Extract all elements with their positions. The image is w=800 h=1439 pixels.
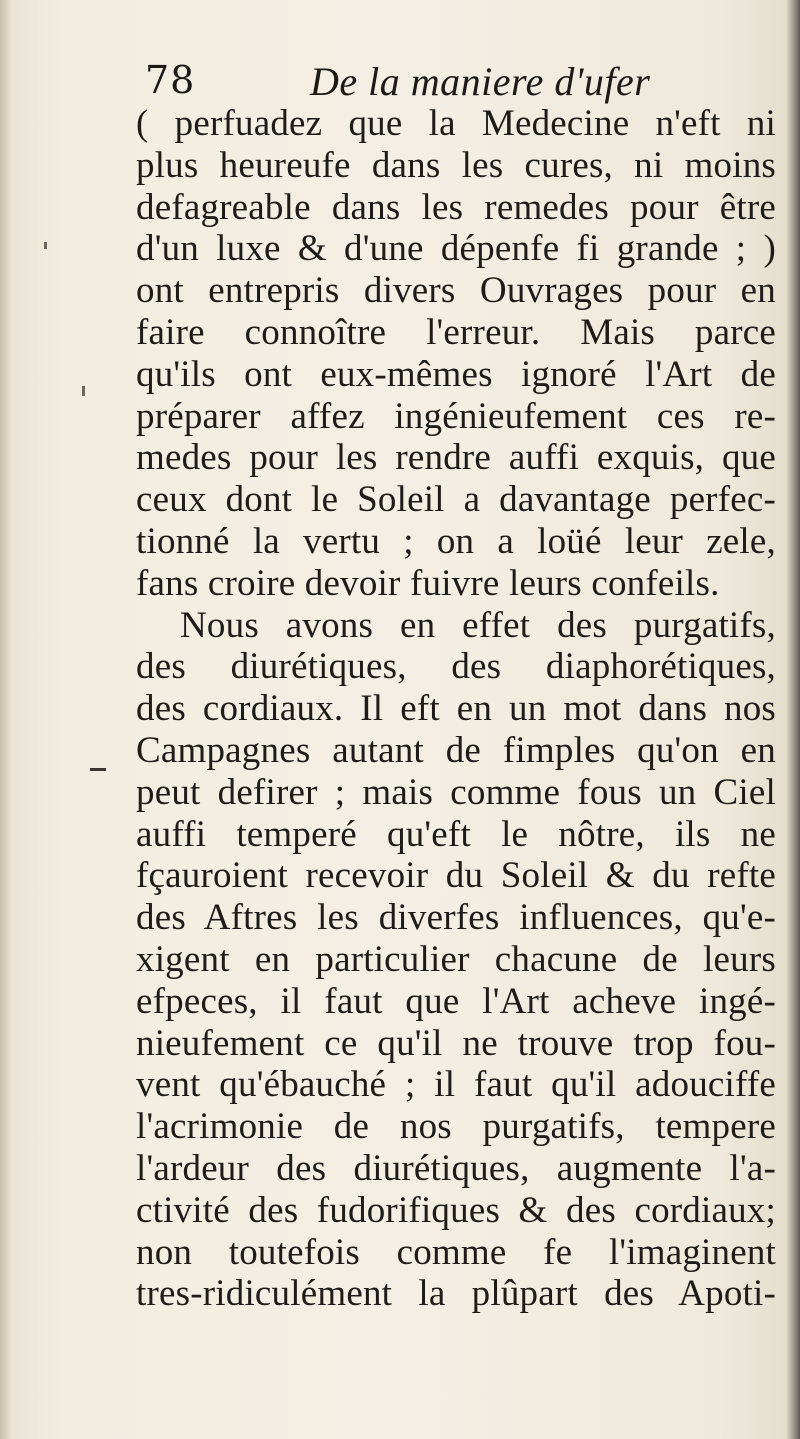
text-line: non toutefois comme fe l'imaginent (136, 1231, 776, 1273)
text-line: l'ardeur des diurétiques, augmente l'a- (136, 1147, 776, 1189)
page-header (145, 58, 765, 108)
text-line: ctivité des fudorifiques & des cordiaux; (136, 1189, 776, 1231)
text-line: peut defirer ; mais comme fous un Ciel (136, 771, 776, 813)
page-edge-shadow (0, 0, 12, 1439)
text-line: auffi temperé qu'eft le nôtre, ils ne (136, 813, 776, 855)
body-text (136, 103, 776, 1315)
text-line: vent qu'ébauché ; il faut qu'il adouciffe (136, 1064, 776, 1106)
text-line: l'acrimonie de nos purgatifs, tempere (136, 1106, 776, 1148)
text-line: nieufement ce qu'il ne trouve trop fou- (136, 1022, 776, 1064)
margin-mark (90, 768, 106, 771)
running-title: De la maniere d'ufer (310, 59, 651, 104)
paper-speck (44, 242, 47, 249)
text-line: ( perfuadez que la Medecine n'eft ni (136, 103, 776, 144)
text-line: tres-ridiculément la plûpart des Apoti- (136, 1273, 776, 1315)
text-line: defagreable dans les remedes pour être (136, 186, 776, 228)
text-line: fçauroient recevoir du Soleil & du refte (136, 855, 776, 897)
text-line: medes pour les rendre auffi exquis, que (136, 437, 776, 479)
text-line: xigent en particulier chacune de leurs (136, 938, 776, 980)
text-line: ceux dont le Soleil a davantage perfec- (136, 479, 776, 521)
text-line: qu'ils ont eux-mêmes ignoré l'Art de (136, 353, 776, 395)
text-line: fans croire devoir fuivre leurs confeils. (136, 562, 720, 604)
text-line: des cordiaux. Il eft en un mot dans nos (136, 688, 776, 730)
text-line: ont entrepris divers Ouvrages pour en (136, 270, 776, 312)
text-line: plus heureufe dans les cures, ni moins (136, 144, 776, 186)
text-line: d'un luxe & d'une dépenfe fi grande ; ) (136, 228, 776, 270)
paper-speck (82, 386, 85, 396)
page-number: 78 (145, 58, 196, 102)
text-line: des diurétiques, des diaphorétiques, (136, 646, 776, 688)
text-line: efpeces, il faut que l'Art acheve ingé- (136, 980, 776, 1022)
book-spine-shadow (786, 0, 800, 1439)
paragraph-first-line: Nous avons en effet des purgatifs, (180, 604, 776, 646)
text-line: des Aftres les diverfes influences, qu'e- (136, 897, 776, 939)
text-line: préparer affez ingénieufement ces re- (136, 395, 776, 437)
text-line: faire connoître l'erreur. Mais parce (136, 311, 776, 353)
text-line: Campagnes autant de fimples qu'on en (136, 729, 776, 771)
text-line: tionné la vertu ; on a loüé leur zele, (136, 520, 776, 562)
